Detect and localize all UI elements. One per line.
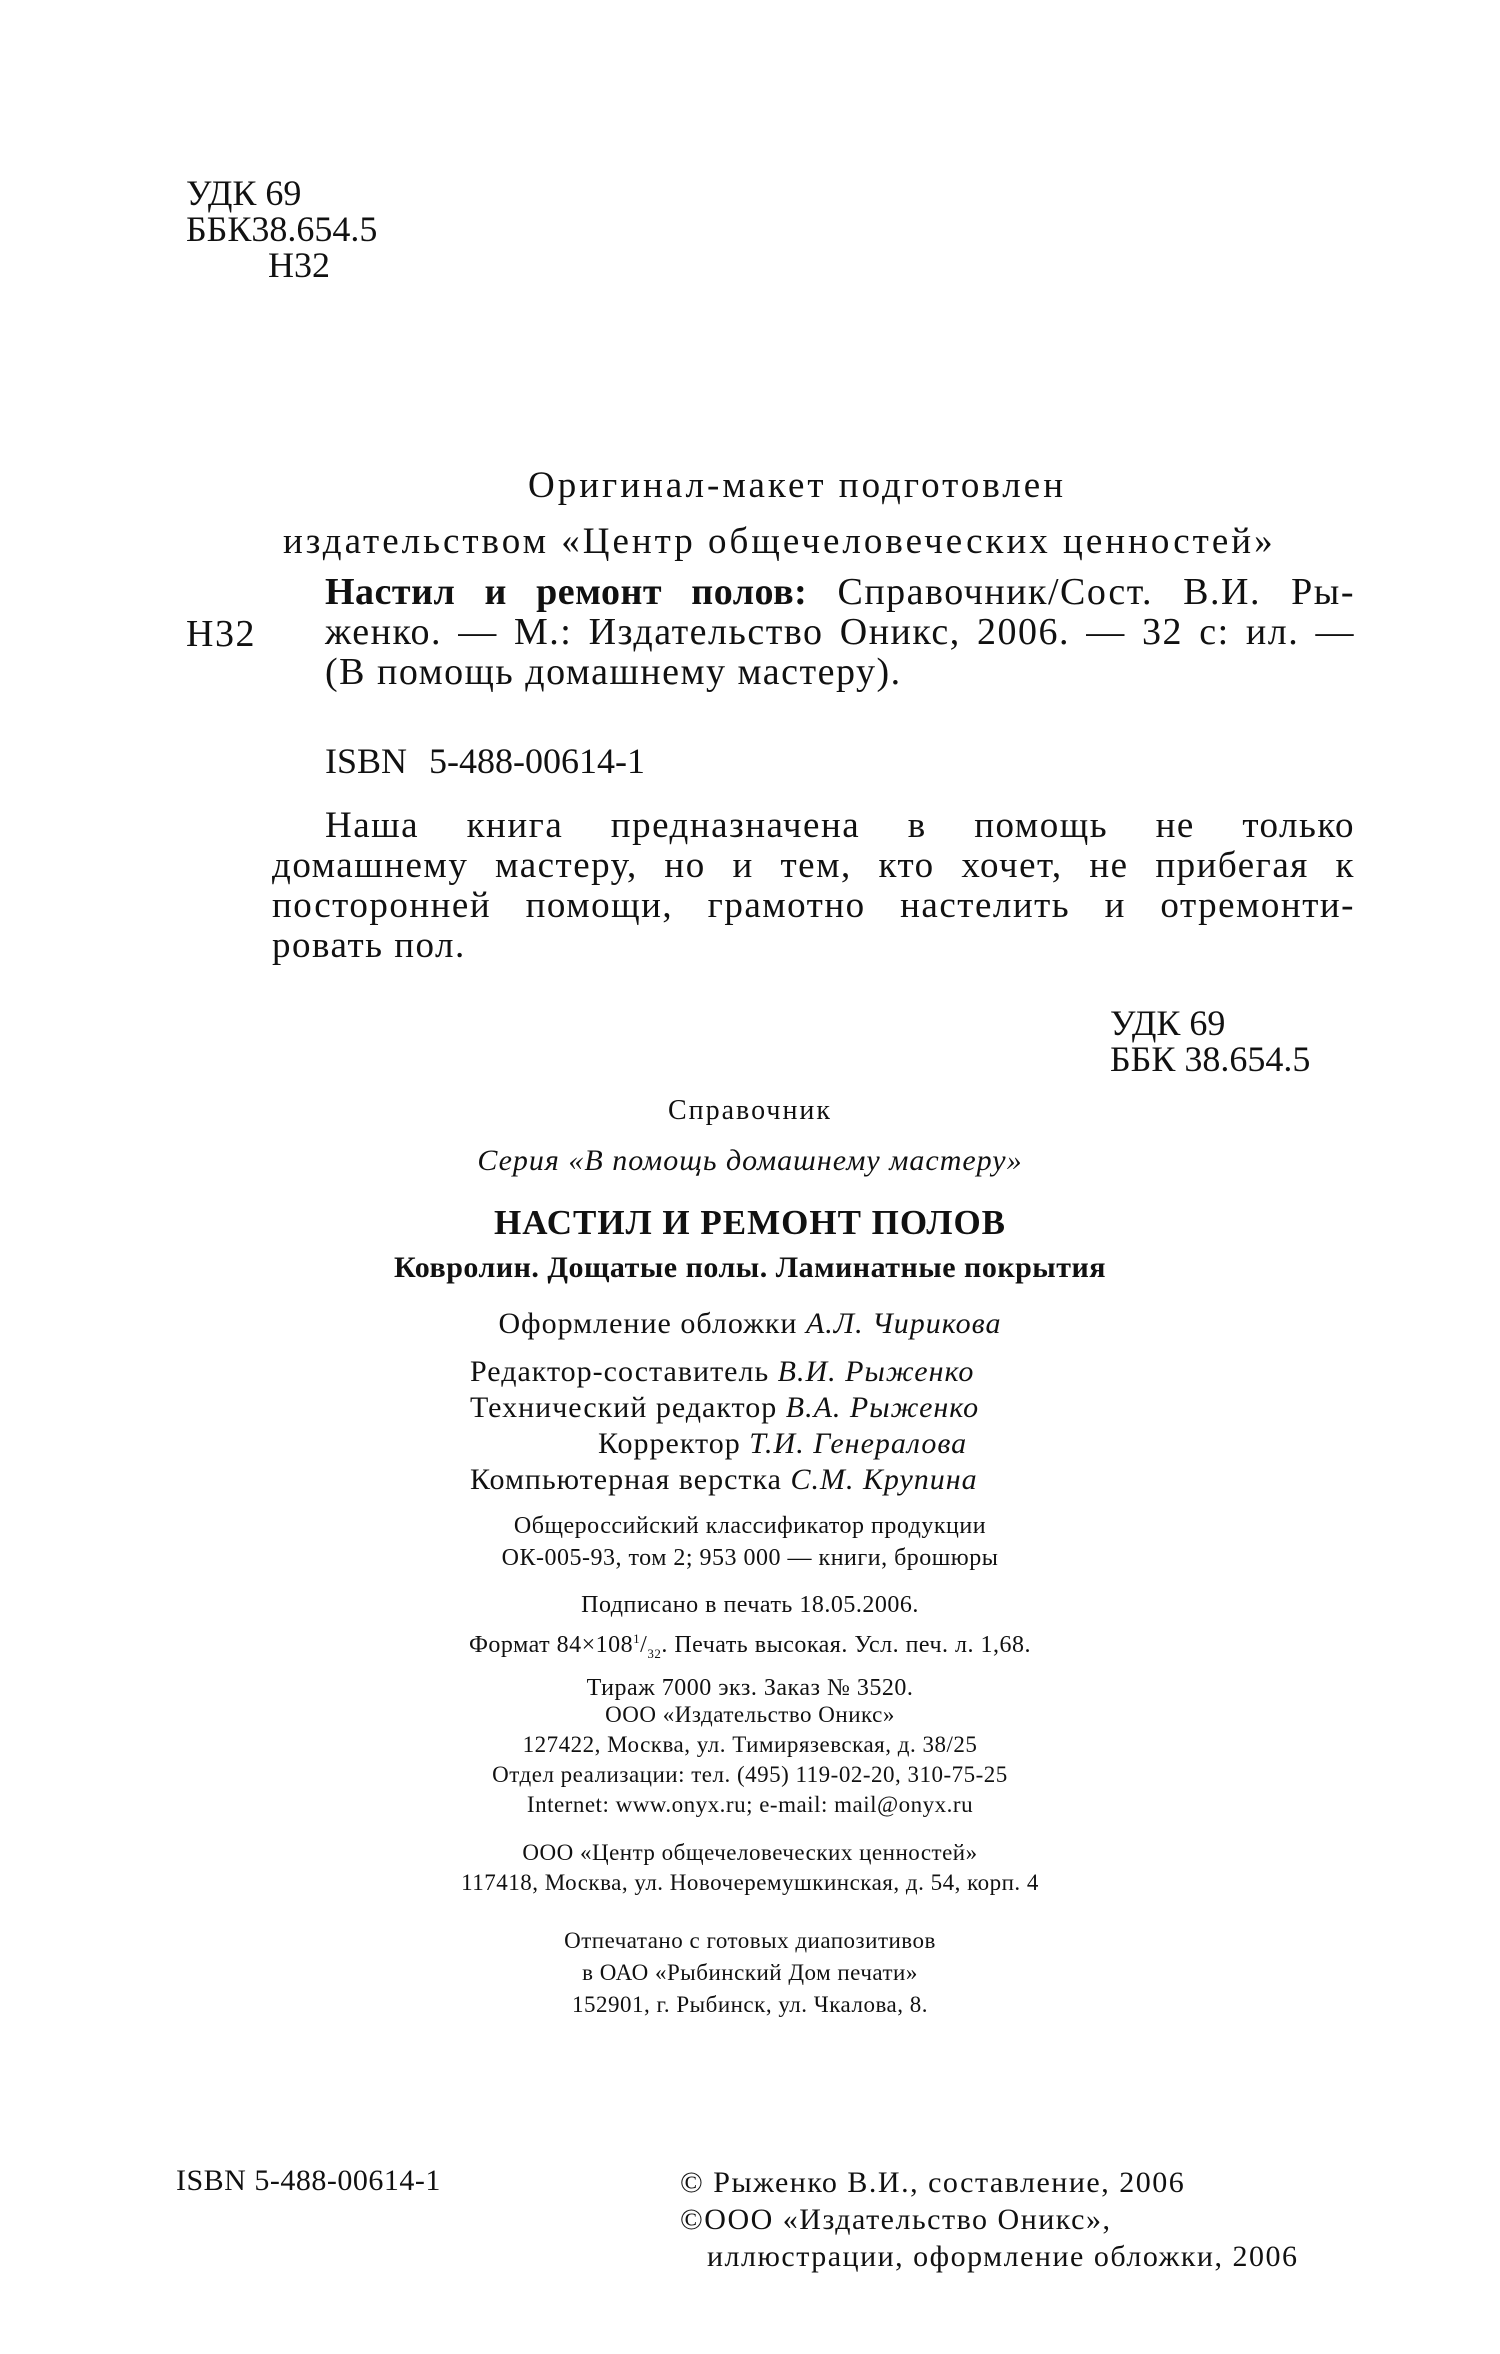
staff-row bbox=[470, 1354, 979, 1390]
series-name: Серия «В помощь домашнему мастеру» bbox=[477, 1144, 1023, 1177]
description-line-1: Наша книга предназначена в помощь не только bbox=[325, 805, 1355, 846]
publisher-name: ООО «Издательство Оникс» bbox=[605, 1702, 895, 1727]
imprint-subtitle: Ковролин. Дощатые полы. Ламинатные покрытия bbox=[394, 1251, 1106, 1284]
cover-name: А.Л. Чирикова bbox=[805, 1307, 1002, 1340]
okp-line-1: Общероссийский классификатор продукции bbox=[513, 1513, 987, 1539]
udk-code: УДК 69 bbox=[186, 173, 302, 213]
cover-design-credit bbox=[0, 1307, 1500, 1341]
bbk-code: ББК38.654.5 bbox=[186, 209, 378, 249]
staff-row bbox=[470, 1426, 979, 1462]
imprint-title: НАСТИЛ И РЕМОНТ ПОЛОВ bbox=[493, 1203, 1007, 1242]
original-layout-line-1: Оригинал-макет подготовлен bbox=[528, 465, 1066, 506]
bib-line-1 bbox=[325, 572, 1355, 612]
bib-line-1-rest: Справочник/Сост. В.И. Ры- bbox=[837, 571, 1355, 613]
isbn-footer: ISBN 5-488-00614-1 bbox=[176, 2164, 441, 2197]
staff-name: В.А. Рыженко bbox=[785, 1391, 980, 1424]
staff-role: Технический редактор bbox=[470, 1391, 778, 1424]
description-line-3: посторонней помощи, грамотно настелить и отремонти- bbox=[272, 885, 1355, 926]
format-sub: 32 bbox=[647, 1645, 662, 1661]
staff-row bbox=[470, 1462, 979, 1498]
description-line-2: домашнему мастеру, но и тем, кто хочет, не прибегая к bbox=[272, 845, 1355, 886]
copyright-line-1: © Рыженко В.И., составление, 2006 bbox=[680, 2166, 1186, 2199]
publisher-address: 127422, Москва, ул. Тимирязевская, д. 38/25 bbox=[522, 1732, 978, 1757]
center-info bbox=[0, 1838, 1500, 1898]
staff-role: Компьютерная верстка bbox=[470, 1463, 782, 1496]
cover-label: Оформление обложки bbox=[498, 1307, 798, 1340]
bib-author-mark: Н32 bbox=[186, 613, 256, 655]
original-layout-line-2: издательством «Центр общечеловеческих ценностей» bbox=[283, 521, 1276, 562]
isbn-number: 5-488-00614-1 bbox=[429, 741, 645, 781]
printer-info bbox=[0, 1925, 1500, 2021]
right-classification-codes bbox=[1110, 1005, 1310, 1077]
bbk-code-right: ББК 38.654.5 bbox=[1110, 1039, 1311, 1079]
top-classification-codes bbox=[186, 175, 377, 283]
printed-line-3: 152901, г. Рыбинск, ул. Чкалова, 8. bbox=[572, 1992, 928, 2017]
isbn-label: ISBN bbox=[325, 741, 408, 781]
format-sup: 1 bbox=[633, 1631, 641, 1646]
publisher-info bbox=[0, 1700, 1500, 1820]
signed-to-print: Подписано в печать 18.05.2006. bbox=[581, 1592, 919, 1618]
staff-role: Редактор-составитель bbox=[470, 1355, 770, 1388]
copyright-line-3: иллюстрации, оформление обложки, 2006 bbox=[707, 2240, 1299, 2273]
copyright-line-2: ©ООО «Издательство Оникс», bbox=[680, 2203, 1112, 2236]
book-title-bold: Настил и ремонт полов: bbox=[325, 571, 808, 613]
author-mark-code: Н32 bbox=[268, 245, 330, 285]
bibliographic-record bbox=[325, 572, 1355, 692]
isbn-top bbox=[325, 740, 645, 782]
printed-line-1: Отпечатано с готовых диапозитивов bbox=[564, 1928, 936, 1953]
center-address: 117418, Москва, ул. Новочеремушкинская, д. 54, корп. 4 bbox=[461, 1870, 1039, 1895]
okp-line-2: ОК-005-93, том 2; 953 000 — книги, брошюры bbox=[501, 1545, 999, 1571]
print-run: Тираж 7000 экз. Заказ № 3520. bbox=[586, 1674, 914, 1701]
staff-name: Т.И. Генералова bbox=[749, 1427, 968, 1460]
publisher-sales: Отдел реализации: тел. (495) 119-02-20, 310-75-25 bbox=[492, 1762, 1008, 1787]
copyright-block bbox=[680, 2164, 1298, 2275]
printed-line-2: в ОАО «Рыбинский Дом печати» bbox=[582, 1960, 918, 1985]
bib-line-3: (В помощь домашнему мастеру). bbox=[325, 651, 902, 693]
format-line: Формат $84\times 108^1/_{32}$. Печать высокая. Усл. печ. л. 1,68. bbox=[468, 1631, 1032, 1661]
print-details bbox=[0, 1588, 1500, 1705]
description-line-4: ровать пол. bbox=[272, 925, 466, 966]
publisher-internet: Internet: www.onyx.ru; e-mail: mail@onyx.ru bbox=[526, 1792, 974, 1817]
bib-line-2: женко. — М.: Издательство Оникс, 2006. — 32 с: ил. — bbox=[325, 611, 1355, 653]
publication-type: Справочник bbox=[667, 1095, 833, 1126]
format-pre: Формат 84×108 bbox=[468, 1632, 634, 1658]
staff-row bbox=[470, 1390, 979, 1426]
product-classifier bbox=[0, 1510, 1500, 1574]
book-description bbox=[272, 806, 1355, 966]
staff-credits bbox=[470, 1354, 979, 1498]
staff-role: Корректор bbox=[598, 1427, 741, 1460]
staff-name: В.И. Рыженко bbox=[777, 1355, 975, 1388]
center-name: ООО «Центр общечеловеческих ценностей» bbox=[522, 1840, 978, 1865]
udk-code-right: УДК 69 bbox=[1110, 1003, 1226, 1043]
staff-name: С.М. Крупина bbox=[790, 1463, 978, 1496]
format-post: . Печать высокая. Усл. печ. л. 1,68. bbox=[661, 1632, 1032, 1658]
